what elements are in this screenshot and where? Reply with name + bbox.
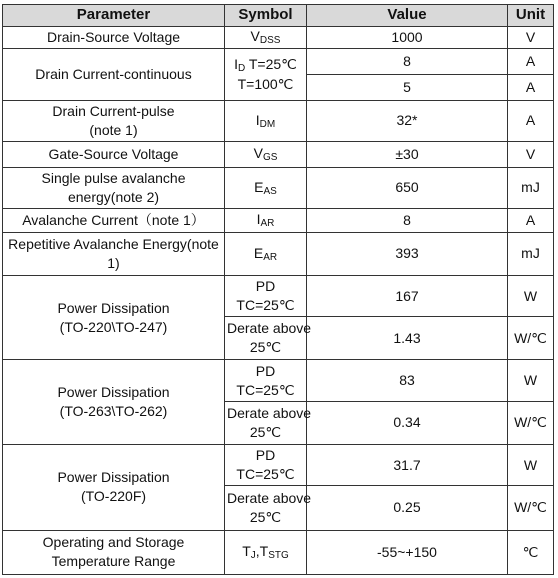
table-row bbox=[3, 49, 554, 75]
symbol-cell: $I_{AR}$ bbox=[225, 208, 307, 232]
unit-cell: A bbox=[508, 49, 554, 75]
param-cell: Avalanche Current（note 1） bbox=[3, 208, 225, 232]
value-cell: -55~+150 bbox=[307, 530, 508, 574]
unit-cell: W/℃ bbox=[508, 486, 554, 530]
header-row bbox=[3, 5, 554, 27]
unit-cell: V bbox=[508, 27, 554, 49]
value-cell: ±30 bbox=[307, 141, 508, 167]
unit-cell: ℃ bbox=[508, 530, 554, 574]
value-cell: 5 bbox=[307, 74, 508, 100]
ratings-table bbox=[2, 4, 554, 575]
value-cell: 8 bbox=[307, 49, 508, 75]
symbol-cell: PD TC=25℃ bbox=[225, 275, 307, 316]
unit-cell: mJ bbox=[508, 232, 554, 275]
value-cell: 0.34 bbox=[307, 401, 508, 444]
param-cell: Single pulse avalanche energy(note 2) bbox=[3, 167, 225, 208]
table-row bbox=[3, 444, 554, 485]
value-cell: 650 bbox=[307, 167, 508, 208]
table-row bbox=[3, 208, 554, 232]
symbol-cell: $V_{DSS}$ bbox=[225, 27, 307, 49]
header-value: Value bbox=[307, 5, 508, 27]
value-cell: 393 bbox=[307, 232, 508, 275]
table-row bbox=[3, 232, 554, 275]
value-cell: 167 bbox=[307, 275, 508, 316]
param-cell: Power Dissipation (TO-220\TO-247) bbox=[3, 275, 225, 360]
symbol-cell: $I_{DM}$ bbox=[225, 100, 307, 141]
param-cell: Drain Current-continuous bbox=[3, 49, 225, 101]
unit-cell: W bbox=[508, 360, 554, 401]
unit-cell: A bbox=[508, 74, 554, 100]
symbol-cell: Derate above 25℃ bbox=[225, 317, 307, 360]
header-parameter: Parameter bbox=[3, 5, 225, 27]
symbol-cell: $I_D$ T=25℃ T=100℃ bbox=[225, 49, 307, 101]
table-row bbox=[3, 275, 554, 316]
unit-cell: W/℃ bbox=[508, 317, 554, 360]
param-cell: Power Dissipation (TO-220F) bbox=[3, 444, 225, 530]
table-row bbox=[3, 530, 554, 574]
param-cell: Repetitive Avalanche Energy(note 1) bbox=[3, 232, 225, 275]
symbol-cell: $T_J,T_{STG}$ bbox=[225, 530, 307, 574]
symbol-cell: $E_{AR}$ bbox=[225, 232, 307, 275]
value-cell: 32* bbox=[307, 100, 508, 141]
value-cell: 8 bbox=[307, 208, 508, 232]
unit-cell: W bbox=[508, 444, 554, 485]
param-cell: Gate-Source Voltage bbox=[3, 141, 225, 167]
symbol-cell: Derate above 25℃ bbox=[225, 401, 307, 444]
unit-cell: mJ bbox=[508, 167, 554, 208]
symbol-cell: PD TC=25℃ bbox=[225, 444, 307, 485]
param-cell: Drain-Source Voltage bbox=[3, 27, 225, 49]
param-cell: Operating and Storage Temperature Range bbox=[3, 530, 225, 574]
table-row bbox=[3, 141, 554, 167]
table-row bbox=[3, 100, 554, 141]
value-cell: 1000 bbox=[307, 27, 508, 49]
value-cell: 83 bbox=[307, 360, 508, 401]
unit-cell: V bbox=[508, 141, 554, 167]
unit-cell: A bbox=[508, 100, 554, 141]
param-cell: Power Dissipation (TO-263\TO-262) bbox=[3, 360, 225, 445]
value-cell: 31.7 bbox=[307, 444, 508, 485]
table-row bbox=[3, 27, 554, 49]
value-cell: 1.43 bbox=[307, 317, 508, 360]
unit-cell: W/℃ bbox=[508, 401, 554, 444]
symbol-cell: $V_{GS}$ bbox=[225, 141, 307, 167]
unit-cell: A bbox=[508, 208, 554, 232]
unit-cell: W bbox=[508, 275, 554, 316]
table-row bbox=[3, 360, 554, 401]
header-symbol: Symbol bbox=[225, 5, 307, 27]
symbol-cell: Derate above 25℃ bbox=[225, 486, 307, 530]
table-row bbox=[3, 167, 554, 208]
symbol-cell: PD TC=25℃ bbox=[225, 360, 307, 401]
param-cell: Drain Current-pulse (note 1) bbox=[3, 100, 225, 141]
value-cell: 0.25 bbox=[307, 486, 508, 530]
symbol-cell: $E_{AS}$ bbox=[225, 167, 307, 208]
header-unit: Unit bbox=[508, 5, 554, 27]
